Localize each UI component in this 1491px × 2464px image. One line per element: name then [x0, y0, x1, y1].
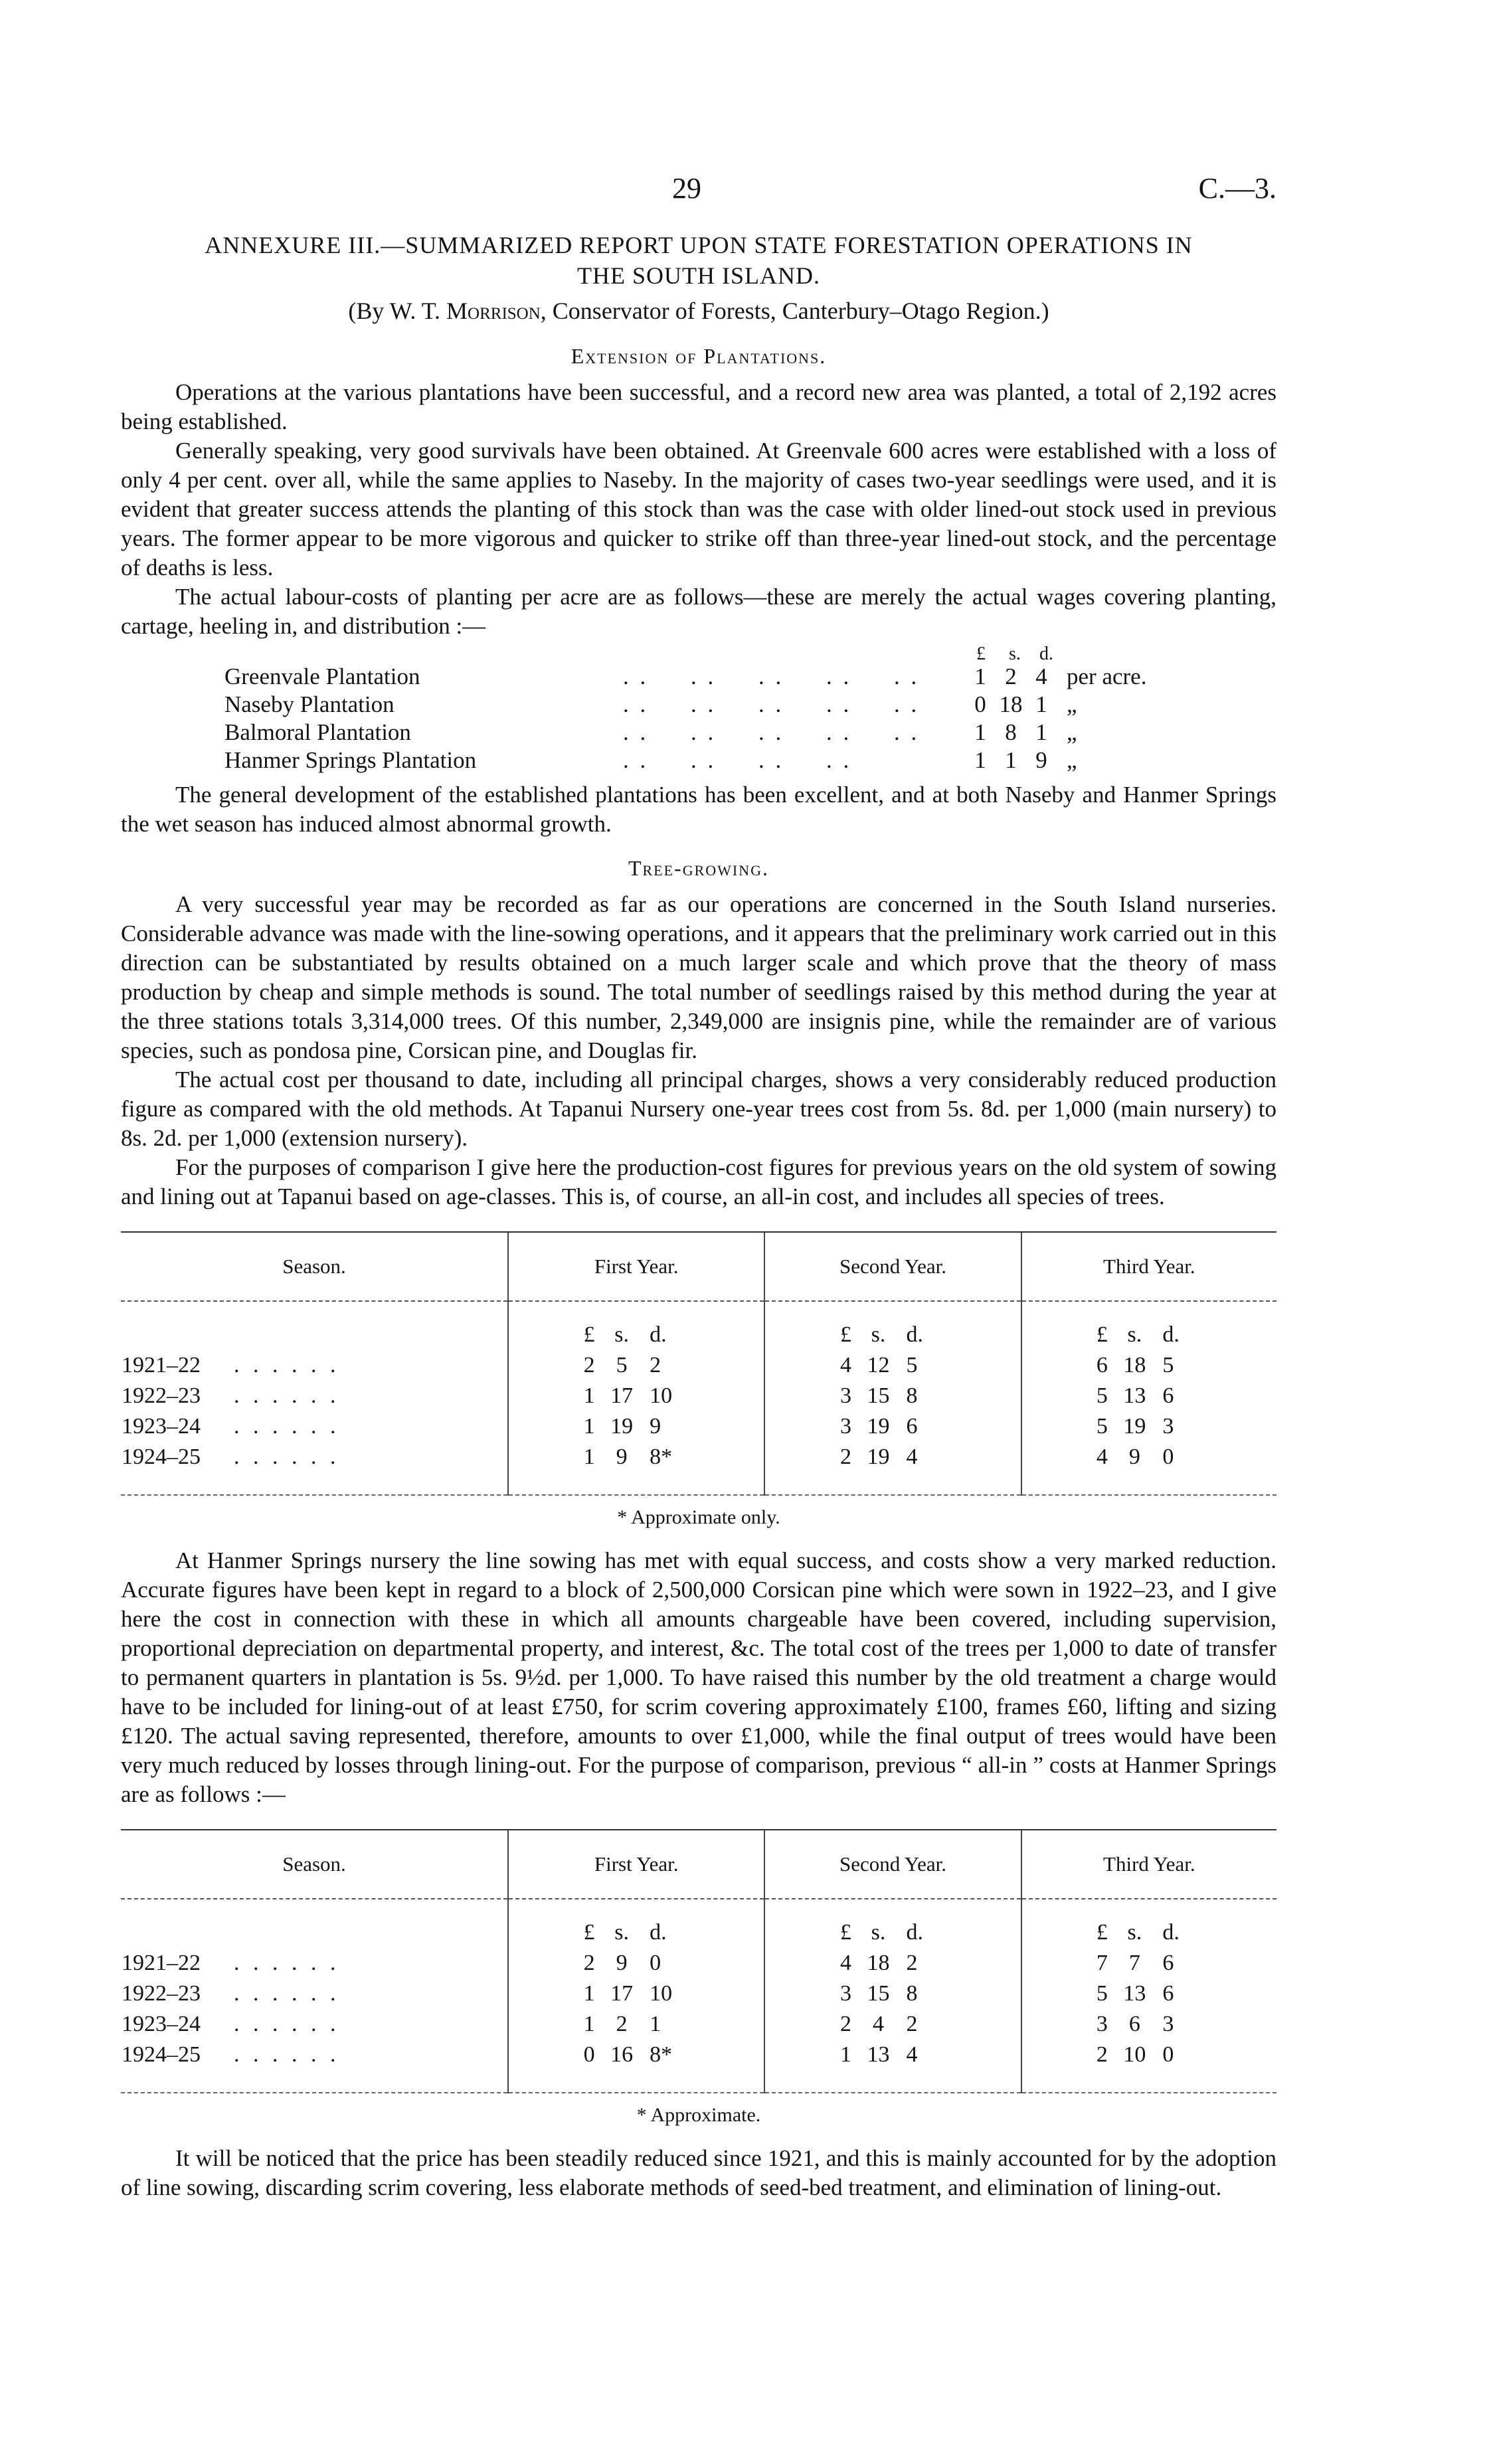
- pence: 4: [1035, 663, 1047, 689]
- pence: 6: [1162, 1981, 1174, 2006]
- shillings: 19: [867, 1414, 890, 1439]
- amount: [1089, 1949, 1209, 1978]
- cost-row: [224, 719, 1287, 748]
- season-label: 1924–25: [122, 2042, 201, 2067]
- season-cell: [121, 1350, 508, 1381]
- pence: 1: [650, 2012, 661, 2036]
- section-heading-plantations: Extension of Plantations.: [570, 344, 827, 368]
- shillings: 8: [1005, 719, 1017, 745]
- amount-cell: [1021, 1381, 1276, 1411]
- pounds: 1: [974, 719, 986, 745]
- pounds: 1: [583, 1445, 595, 1469]
- pounds: 1: [583, 2012, 595, 2036]
- leader-dots: . . . . . .: [234, 1445, 340, 1469]
- amount-cell: [508, 1979, 764, 2009]
- shillings: 19: [1123, 1414, 1146, 1439]
- shillings: 13: [1123, 1981, 1146, 2006]
- paragraph: The actual labour-costs of planting per acre are as follows—these are merely the actual wages covering planting, cartage, heeling in, and distribution :—: [121, 584, 1276, 639]
- amount: [576, 1979, 696, 2008]
- pence: 4: [906, 2042, 918, 2067]
- shillings: 5: [616, 1353, 628, 1377]
- pounds: 4: [840, 1951, 852, 1975]
- shillings: 19: [610, 1414, 634, 1439]
- amount: [1089, 1443, 1209, 1472]
- units: [576, 1918, 696, 1947]
- section-heading-tree-growing: Tree-growing.: [628, 856, 770, 880]
- pounds: 3: [840, 1383, 852, 1408]
- shilling-unit: s.: [614, 1920, 630, 1945]
- shilling-unit: s.: [614, 1322, 630, 1347]
- amount-cell: [508, 1948, 764, 1979]
- amount: [833, 1381, 953, 1411]
- cost-row: [224, 747, 1287, 776]
- column-header-season: Season.: [121, 1830, 508, 1899]
- amount: [1089, 1979, 1209, 2008]
- shillings: 18: [999, 691, 1023, 717]
- shillings: 9: [1128, 1445, 1140, 1469]
- byline-prefix: (By W. T.: [348, 298, 447, 324]
- amount-cell: [508, 2009, 764, 2040]
- pound-unit: £: [840, 1920, 852, 1945]
- paragraph: Operations at the various plantations have been successful, and a record new area was planted, a total of 2,192 acres being established.: [121, 379, 1276, 434]
- amount-cell: [1021, 2009, 1276, 2040]
- shillings: 10: [1123, 2042, 1146, 2067]
- amount-cell: [764, 1979, 1021, 2009]
- amount-cell: [1021, 2040, 1276, 2093]
- unit-suffix: „: [1067, 719, 1077, 745]
- table-header-row: [121, 1830, 1276, 1899]
- amount: [576, 2040, 696, 2069]
- amount: [1089, 1351, 1209, 1380]
- shillings: 2: [1005, 663, 1017, 689]
- shillings: 9: [616, 1951, 628, 1975]
- pence: 0: [1162, 2042, 1174, 2067]
- pounds: 2: [1096, 2042, 1108, 2067]
- season-cell: [121, 1442, 508, 1495]
- byline-suffix: , Conservator of Forests, Canterbury–Otago Region.): [540, 298, 1049, 324]
- tapanui-cost-table: [121, 1231, 1276, 1496]
- leader-dots: . . . . . .: [234, 1383, 340, 1408]
- pence: 9: [650, 1414, 661, 1439]
- pence-unit: d.: [906, 1322, 924, 1347]
- column-header-second-year: Second Year.: [764, 1830, 1021, 1899]
- paragraph: A very successful year may be recorded as far as our operations are concerned in the South Island nurseries. Considerable advance was made with the line-sowing operations, and it appears that the preliminary work carried out in this direction can be substantiated by results obtained on a much larger scale and which prove that the theory of mass production by cheap and simple methods is sound. The total number of seedlings raised by this method during the year at the three stations totals 3,314,000 trees. Of this number, 2,349,000 are insignis pine, while the remainder are of various species, such as pondosa pine, Corsican pine, and Douglas fir.: [121, 891, 1276, 1063]
- units: [833, 1918, 953, 1947]
- amount-cell: [764, 2009, 1021, 2040]
- shilling-header: s.: [1009, 644, 1021, 664]
- pounds: 1: [583, 1383, 595, 1408]
- table-row: [121, 1442, 1276, 1495]
- pounds: 3: [1096, 2012, 1108, 2036]
- unit-suffix: „: [1067, 691, 1077, 717]
- pence-unit: d.: [650, 1322, 667, 1347]
- pounds: 2: [583, 1951, 595, 1975]
- pence: 1: [1035, 719, 1047, 745]
- units-row: [121, 1899, 1276, 1948]
- pence-unit: d.: [1162, 1920, 1180, 1945]
- table-row: [121, 1411, 1276, 1442]
- pence-unit: d.: [906, 1920, 924, 1945]
- pounds: 1: [840, 2042, 852, 2067]
- amount-cell: [1021, 1979, 1276, 2009]
- pence: 8: [906, 1981, 918, 2006]
- hanmer-cost-table: [121, 1829, 1276, 2093]
- pence: 0: [1162, 1445, 1174, 1469]
- table-footnote: * Approximate.: [636, 2104, 761, 2126]
- units: [1089, 1320, 1209, 1350]
- author-byline: [121, 295, 1276, 327]
- amount-cell: [508, 1381, 764, 1411]
- pence: 0: [650, 1951, 661, 1975]
- units-cell: [764, 1301, 1021, 1350]
- plantation-name: Naseby Plantation: [224, 691, 395, 717]
- shillings: 4: [873, 2012, 885, 2036]
- pence: 2: [906, 2012, 918, 2036]
- amount-cell: [764, 1442, 1021, 1495]
- pence: 4: [906, 1445, 918, 1469]
- shilling-unit: s.: [871, 1322, 886, 1347]
- document-reference: C.—3.: [1198, 172, 1276, 205]
- amount-cell: [764, 1381, 1021, 1411]
- amount-cell: [764, 1350, 1021, 1381]
- pence: 8*: [650, 2042, 673, 2067]
- amount-cell: [1021, 1411, 1276, 1442]
- season-cell: [121, 2040, 508, 2093]
- leader-dots: . . . . . .: [234, 1981, 340, 2006]
- column-header-third-year: Third Year.: [1021, 1830, 1276, 1899]
- pence: 5: [1162, 1353, 1174, 1377]
- pound-unit: £: [1096, 1920, 1108, 1945]
- leader-dots: . . . . . . . . . .: [623, 691, 920, 717]
- pence: 8*: [650, 1445, 673, 1469]
- shillings: 7: [1128, 1951, 1140, 1975]
- plantation-name: Hanmer Springs Plantation: [224, 747, 477, 773]
- shillings: 19: [867, 1445, 890, 1469]
- season-cell: [121, 1411, 508, 1442]
- shillings: 13: [1123, 1383, 1146, 1408]
- title-line-2: THE SOUTH ISLAND.: [577, 262, 820, 289]
- pence-unit: d.: [650, 1920, 667, 1945]
- paragraph: For the purposes of comparison I give here the production-cost figures for previous years on the old system of sowing and lining out at Tapanui based on age-classes. This is, of course, an all-in cost, and includes all species of trees.: [121, 1154, 1276, 1209]
- pence: 6: [1162, 1383, 1174, 1408]
- shillings: 12: [867, 1353, 890, 1377]
- document-page: [121, 171, 1276, 2202]
- season-label: 1924–25: [122, 1445, 201, 1469]
- units: [1089, 1918, 1209, 1947]
- amount: [833, 1351, 953, 1380]
- table-body: [121, 1899, 1276, 2093]
- amount-cell: [508, 1442, 764, 1495]
- pounds: 5: [1096, 1414, 1108, 1439]
- title-line-1: ANNEXURE III.—SUMMARIZED REPORT UPON STATE FORESTATION OPERATIONS IN: [205, 232, 1193, 258]
- amount: [1089, 1381, 1209, 1411]
- paragraph: It will be noticed that the price has been steadily reduced since 1921, and this is mainly accounted for by the adoption of line sowing, discarding scrim covering, less elaborate methods of seed-bed treatment, and elimination of lining-out.: [121, 2145, 1276, 2200]
- leader-dots: . . . . . .: [234, 1353, 340, 1377]
- amount-cell: [764, 1411, 1021, 1442]
- pounds: 1: [974, 663, 986, 689]
- pence-header: d.: [1039, 644, 1053, 664]
- amount-cell: [1021, 1442, 1276, 1495]
- table-body: [121, 1301, 1276, 1495]
- amount: [833, 1443, 953, 1472]
- leader-dots: . . . . . .: [234, 2012, 340, 2036]
- shillings: 18: [1123, 1353, 1146, 1377]
- shillings: 16: [610, 2042, 634, 2067]
- amount-cell: [1021, 1350, 1276, 1381]
- amount: [1089, 1412, 1209, 1441]
- report-title: [121, 230, 1276, 291]
- column-header-season: Season.: [121, 1232, 508, 1301]
- blank-cell: [121, 1301, 508, 1350]
- amount: [576, 1443, 696, 1472]
- cost-row: [224, 663, 1287, 693]
- leader-dots: . . . . . . . .: [623, 747, 852, 773]
- table-row: [121, 2009, 1276, 2040]
- amount: [576, 2010, 696, 2039]
- amount-cell: [1021, 1948, 1276, 1979]
- author-name: Morrison: [446, 298, 541, 324]
- page-number: 29: [672, 172, 701, 205]
- amount: [576, 1381, 696, 1411]
- leader-dots: . . . . . . . . . .: [623, 663, 920, 689]
- pounds: 2: [583, 1353, 595, 1377]
- pence: 3: [1162, 1414, 1174, 1439]
- paragraph: Generally speaking, very good survivals have been obtained. At Greenvale 600 acres were established with a loss of only 4 per cent. over all, while the same applies to Naseby. In the majority of cases two-year seedlings were used, and it is evident that greater success attends the planting of this stock than was the case with older lined-out stock used in previous years. The former appear to be more vigorous and quicker to strike off than three-year lined-out stock, and the percentage of deaths is less.: [121, 438, 1276, 580]
- paragraph: The general development of the established plantations has been excellent, and at both Naseby and Hanmer Springs the wet season has induced almost abnormal growth.: [121, 782, 1276, 837]
- pounds: 3: [840, 1414, 852, 1439]
- shillings: 17: [610, 1383, 634, 1408]
- shilling-unit: s.: [1127, 1920, 1142, 1945]
- planting-cost-list: [121, 644, 1276, 776]
- pence: 9: [1035, 747, 1047, 773]
- amount: [576, 1351, 696, 1380]
- amount: [833, 2010, 953, 2039]
- shillings: 15: [867, 1383, 890, 1408]
- table-row: [121, 1381, 1276, 1411]
- amount: [1089, 2040, 1209, 2069]
- table-row: [121, 2040, 1276, 2093]
- table-row: [121, 1350, 1276, 1381]
- cost-row: [224, 691, 1287, 721]
- leader-dots: . . . . . . . . . .: [623, 719, 920, 745]
- shillings: 17: [610, 1981, 634, 2006]
- pounds: 1: [974, 747, 986, 773]
- pence: 1: [1035, 691, 1047, 717]
- plantation-name: Balmoral Plantation: [224, 719, 411, 745]
- plantation-name: Greenvale Plantation: [224, 663, 420, 689]
- pence-unit: d.: [1162, 1322, 1180, 1347]
- season-label: 1921–22: [122, 1353, 201, 1377]
- season-label: 1923–24: [122, 2012, 201, 2036]
- units: [576, 1320, 696, 1350]
- amount: [576, 1412, 696, 1441]
- column-header-third-year: Third Year.: [1021, 1232, 1276, 1301]
- units-cell: [508, 1301, 764, 1350]
- amount-cell: [764, 1948, 1021, 1979]
- shillings: 2: [616, 2012, 628, 2036]
- season-label: 1922–23: [122, 1383, 201, 1408]
- units-cell: [764, 1899, 1021, 1948]
- pounds: 7: [1096, 1951, 1108, 1975]
- table-row: [121, 1948, 1276, 1979]
- pence: 3: [1162, 2012, 1174, 2036]
- season-label: 1922–23: [122, 1981, 201, 2006]
- shillings: 9: [616, 1445, 628, 1469]
- shillings: 1: [1005, 747, 1017, 773]
- shillings: 13: [867, 2042, 890, 2067]
- leader-dots: . . . . . .: [234, 1414, 340, 1439]
- unit-suffix: per acre.: [1067, 663, 1147, 689]
- pound-header: £: [976, 644, 986, 664]
- pound-unit: £: [840, 1322, 852, 1347]
- pence: 10: [650, 1383, 673, 1408]
- season-cell: [121, 1948, 508, 1979]
- pence: 6: [906, 1414, 918, 1439]
- amount: [1089, 2010, 1209, 2039]
- amount: [833, 2040, 953, 2069]
- pounds: 1: [583, 1414, 595, 1439]
- pounds: 4: [840, 1353, 852, 1377]
- pounds: 1: [583, 1981, 595, 2006]
- shilling-unit: s.: [1127, 1322, 1142, 1347]
- pence: 5: [906, 1353, 918, 1377]
- pounds: 6: [1096, 1353, 1108, 1377]
- pound-unit: £: [1096, 1322, 1108, 1347]
- shillings: 18: [867, 1951, 890, 1975]
- amount: [833, 1979, 953, 2008]
- shilling-unit: s.: [871, 1920, 886, 1945]
- paragraph: At Hanmer Springs nursery the line sowing has met with equal success, and costs show a very marked reduction. Accurate figures have been kept in regard to a block of 2,500,000 Corsican pine which were sown in 1922–23, and I give here the cost in connection with these in which all amounts chargeable have been covered, including supervision, proportional depreciation on departmental property, and interest, &c. The total cost of the trees per 1,000 to date of transfer to permanent quarters in plantation is 5s. 9½d. per 1,000. To have raised this number by the old treatment a charge would have to be included for lining-out of at least £750, for scrim covering approximately £100, frames £60, lifting and sizing £120. The actual saving represented, therefore, amounts to over £1,000, while the final output of trees would have been very much reduced by losses through lining-out. For the purpose of comparison, previous “ all-in ” costs at Hanmer Springs are as follows :—: [121, 1547, 1276, 1807]
- units-cell: [508, 1899, 764, 1948]
- pounds: 4: [1096, 1445, 1108, 1469]
- amount-cell: [508, 1350, 764, 1381]
- pound-unit: £: [583, 1920, 595, 1945]
- leader-dots: . . . . . .: [234, 1951, 340, 1975]
- season-cell: [121, 1979, 508, 2009]
- unit-suffix: „: [1067, 747, 1077, 773]
- season-cell: [121, 2009, 508, 2040]
- shillings: 15: [867, 1981, 890, 2006]
- units-cell: [1021, 1301, 1276, 1350]
- amount: [833, 1412, 953, 1441]
- units-cell: [1021, 1899, 1276, 1948]
- shillings: 6: [1128, 2012, 1140, 2036]
- pence: 10: [650, 1981, 673, 2006]
- table-header-row: [121, 1232, 1276, 1301]
- leader-dots: . . . . . .: [234, 2042, 340, 2067]
- blank-cell: [121, 1899, 508, 1948]
- pence: 2: [906, 1951, 918, 1975]
- column-header-first-year: First Year.: [508, 1232, 764, 1301]
- pound-unit: £: [583, 1322, 595, 1347]
- units: [833, 1320, 953, 1350]
- amount: [833, 1949, 953, 1978]
- pounds: 3: [840, 1981, 852, 2006]
- season-label: 1921–22: [122, 1951, 201, 1975]
- page-header: [121, 171, 1276, 218]
- pence: 6: [1162, 1951, 1174, 1975]
- pounds: 0: [974, 691, 986, 717]
- season-label: 1923–24: [122, 1414, 201, 1439]
- table-footnote: * Approximate only.: [617, 1506, 780, 1528]
- table-row: [121, 1979, 1276, 2009]
- pounds: 0: [583, 2042, 595, 2067]
- units-row: [121, 1301, 1276, 1350]
- amount-cell: [508, 1411, 764, 1442]
- amount-cell: [764, 2040, 1021, 2093]
- pounds: 5: [1096, 1383, 1108, 1408]
- column-header-first-year: First Year.: [508, 1830, 764, 1899]
- paragraph: The actual cost per thousand to date, including all principal charges, shows a very considerably reduced production figure as compared with the old methods. At Tapanui Nursery one-year trees cost from 5s. 8d. per 1,000 (main nursery) to 8s. 2d. per 1,000 (extension nursery).: [121, 1067, 1276, 1151]
- amount-cell: [508, 2040, 764, 2093]
- pence: 8: [906, 1383, 918, 1408]
- pounds: 2: [840, 1445, 852, 1469]
- pounds: 2: [840, 2012, 852, 2036]
- amount: [576, 1949, 696, 1978]
- pence: 2: [650, 1353, 661, 1377]
- column-header-second-year: Second Year.: [764, 1232, 1021, 1301]
- season-cell: [121, 1381, 508, 1411]
- pounds: 5: [1096, 1981, 1108, 2006]
